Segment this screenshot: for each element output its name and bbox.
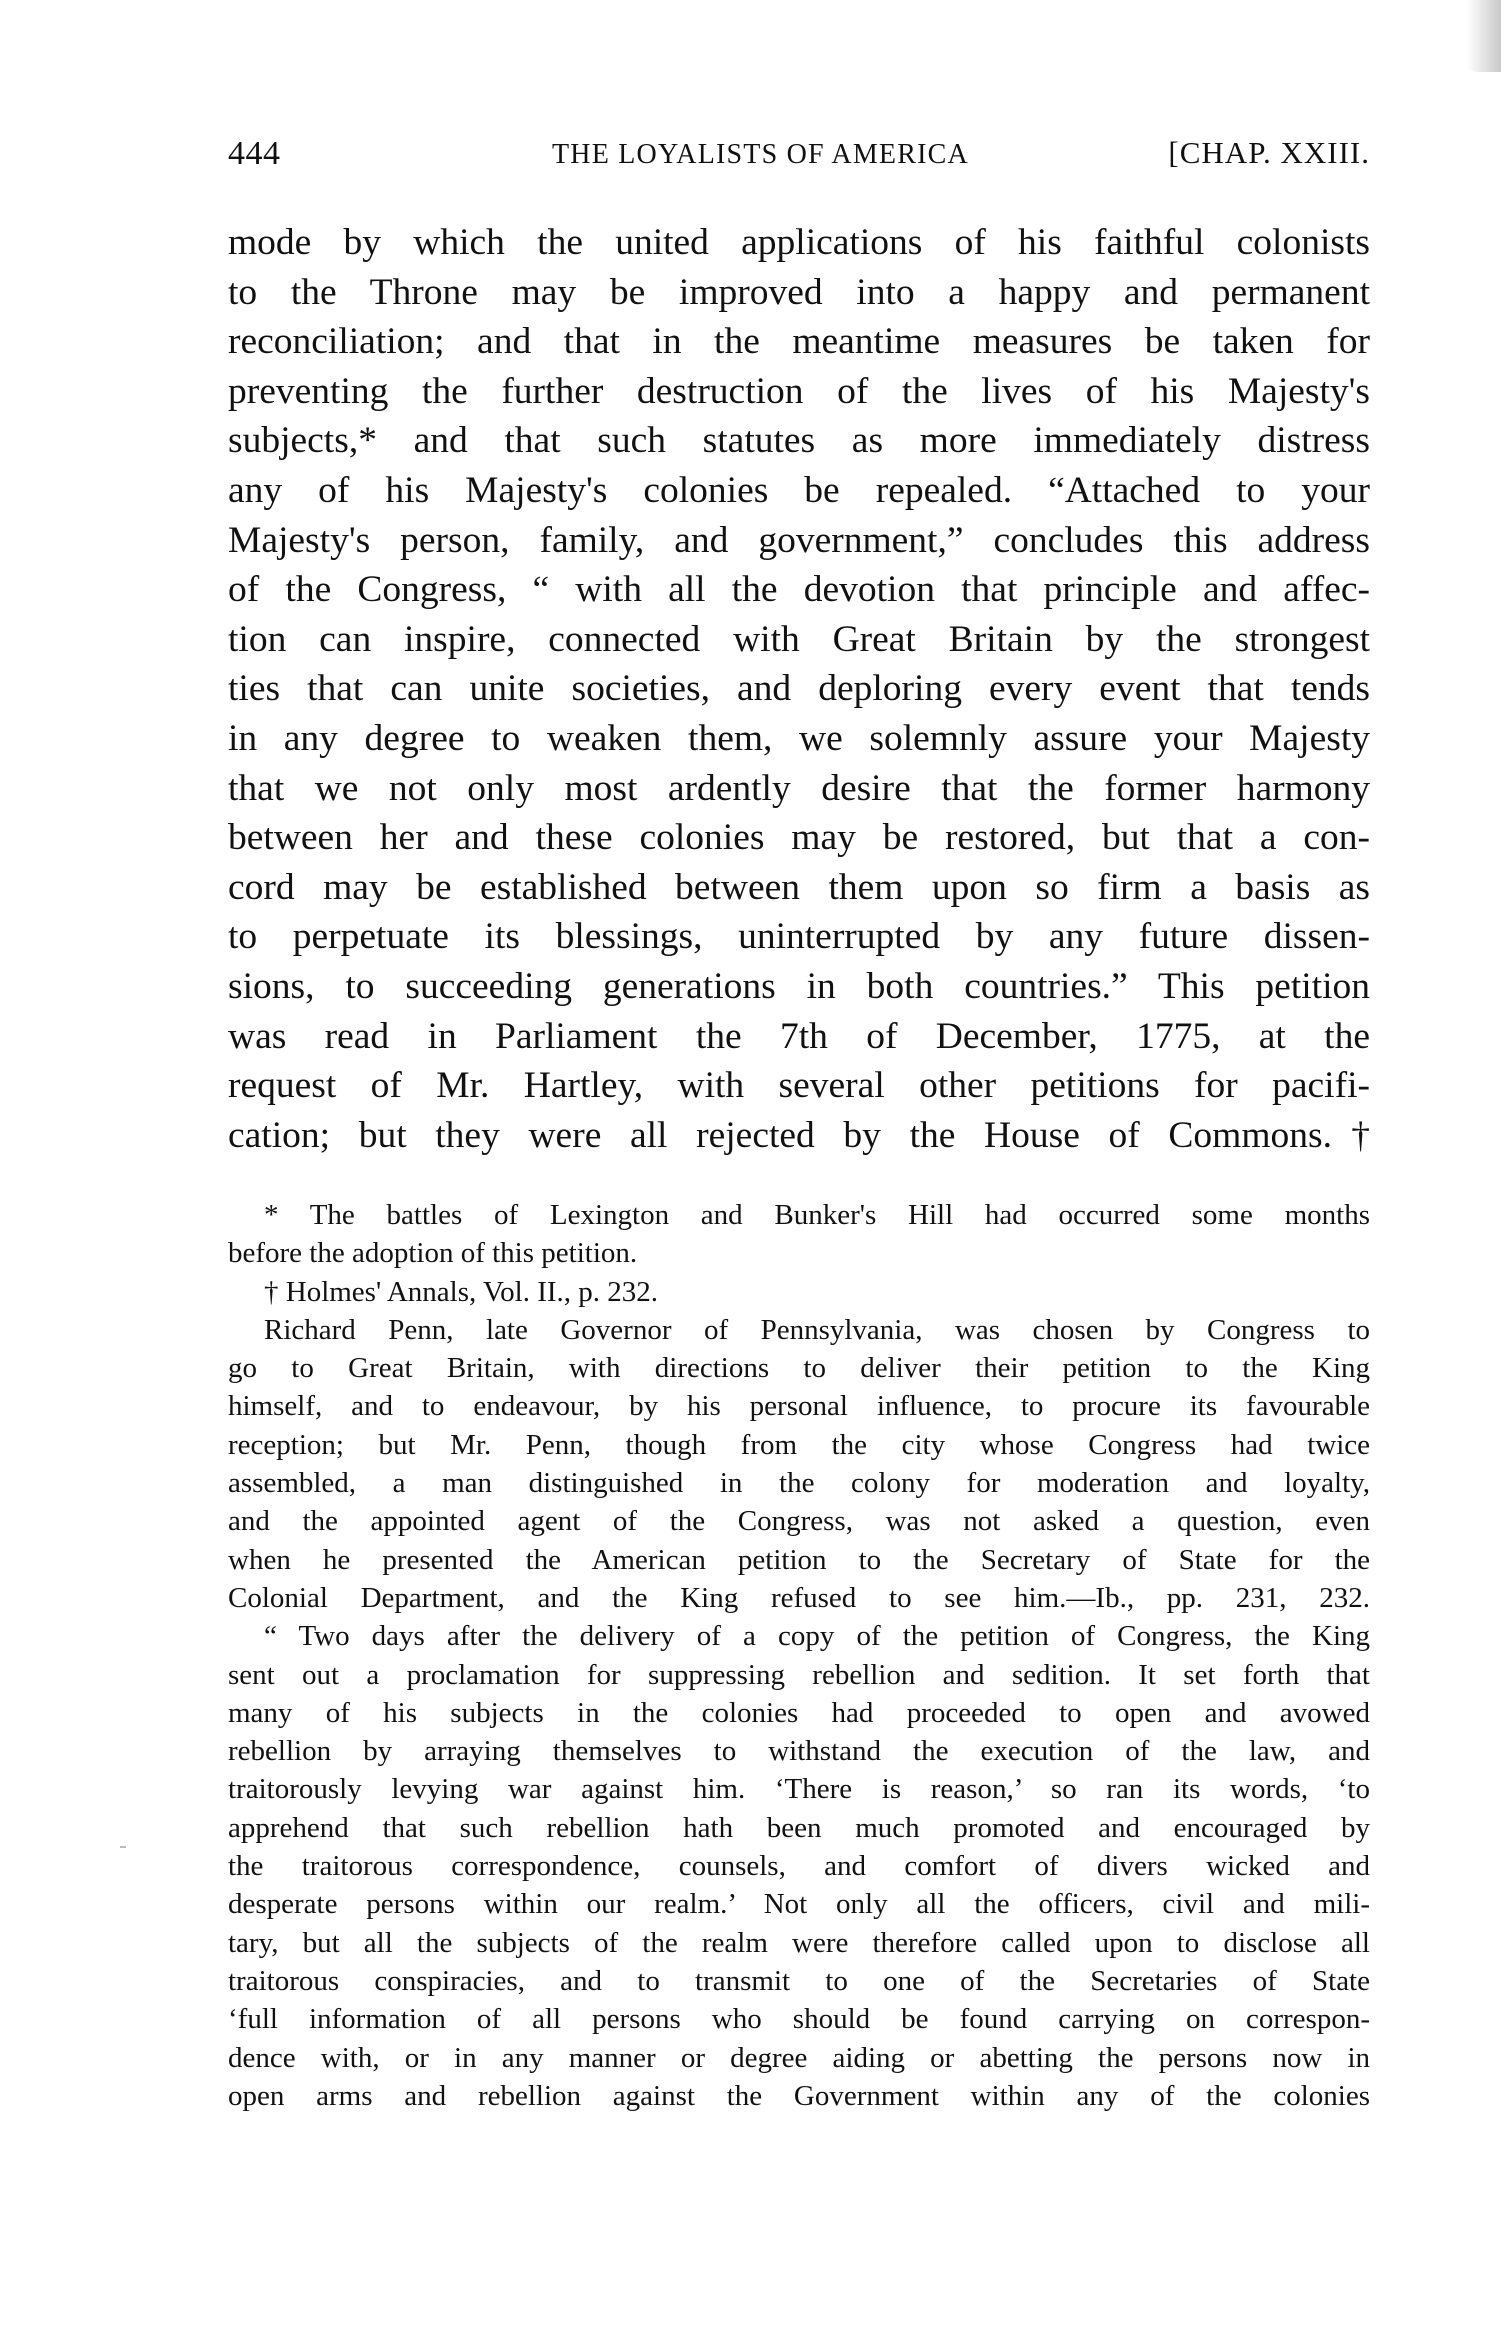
footnote-proclamation bbox=[228, 1617, 1370, 2115]
footnote-line: the traitorous correspondence, counsels, and comfort of divers wicked and bbox=[228, 1850, 1370, 1883]
footnote-line: tary, but all the subjects of the realm were therefore called upon to disclose all bbox=[228, 1926, 1370, 1959]
footnote-penn bbox=[228, 1311, 1370, 1617]
body-line: subjects,* and that such statutes as more immediately distress bbox=[228, 420, 1370, 462]
body-line: to the Throne may be improved into a happy and permanent bbox=[228, 271, 1370, 313]
footnote-line: traitorously levying war against him. ‘There is reason,’ so ran its words, ‘to bbox=[228, 1773, 1370, 1806]
footnotes bbox=[228, 1196, 1370, 2115]
body-line: that we not only most ardently desire that the former harmony bbox=[228, 767, 1370, 809]
scan-edge-shadow bbox=[1467, 0, 1501, 72]
footnote-line: dence with, or in any manner or degree aiding or abetting the persons now in bbox=[228, 2041, 1370, 2074]
footnote-line: * The battles of Lexington and Bunker's Hill had occurred some months bbox=[264, 1199, 1370, 1231]
footnote-battles bbox=[228, 1196, 1370, 1273]
body-line: reconciliation; and that in the meantime measures be taken for bbox=[228, 321, 1370, 363]
footnote-line: apprehend that such rebellion hath been much promoted and encouraged by bbox=[228, 1811, 1370, 1844]
footnote-line: go to Great Britain, with directions to deliver their petition to the King bbox=[228, 1352, 1370, 1385]
footnote-line: himself, and to endeavour, by his personal influence, to procure its favourable bbox=[228, 1390, 1370, 1423]
chapter-reference: [CHAP. XXIII. bbox=[1168, 135, 1370, 170]
footnote-holmes bbox=[228, 1273, 1370, 1311]
footnote-line: desperate persons within our realm.’ Not only all the officers, civil and mili- bbox=[228, 1888, 1370, 1921]
footnote-line: † Holmes' Annals, Vol. II., p. 232. bbox=[264, 1275, 659, 1308]
footnote-line: rebellion by arraying themselves to withstand the execution of the law, and bbox=[228, 1735, 1370, 1768]
body-line: ties that can unite societies, and deploring every event that tends bbox=[228, 668, 1370, 710]
body-line: mode by which the united applications of his faithful colonists bbox=[228, 222, 1370, 263]
footnote-line: reception; but Mr. Penn, though from the city whose Congress had twice bbox=[228, 1428, 1370, 1461]
running-title: THE LOYALISTS OF AMERICA bbox=[552, 139, 969, 170]
body-line: tion can inspire, connected with Great Britain by the strongest bbox=[228, 618, 1370, 660]
footnote-line: before the adoption of this petition. bbox=[228, 1237, 638, 1270]
main-text bbox=[228, 218, 1370, 1160]
body-line: was read in Parliament the 7th of December, 1775, at the bbox=[228, 1015, 1370, 1057]
body-line: request of Mr. Hartley, with several other petitions for pacifi- bbox=[228, 1065, 1370, 1107]
body-line: cation; but they were all rejected by the House of Commons.† bbox=[228, 1114, 1370, 1156]
footnote-line: assembled, a man distinguished in the colony for moderation and loyalty, bbox=[228, 1467, 1370, 1500]
body-line: in any degree to weaken them, we solemnly assure your Majesty bbox=[228, 717, 1370, 759]
body-line: between her and these colonies may be restored, but that a con- bbox=[228, 817, 1370, 859]
scan-speck bbox=[120, 1846, 126, 1848]
footnote-line: open arms and rebellion against the Government within any of the colonies bbox=[228, 2079, 1370, 2112]
footnote-line: many of his subjects in the colonies had proceeded to open and avowed bbox=[228, 1696, 1370, 1729]
footnote-line: Colonial Department, and the King refused to see him.—Ib., pp. 231, 232. bbox=[228, 1581, 1370, 1614]
page-header bbox=[228, 135, 1370, 183]
body-line: Majesty's person, family, and government,” concludes this address bbox=[228, 519, 1370, 561]
footnote-line: sent out a proclamation for suppressing rebellion and sedition. It set forth that bbox=[228, 1658, 1370, 1691]
footnote-line: Richard Penn, late Governor of Pennsylvania, was chosen by Congress to bbox=[264, 1313, 1370, 1346]
footnote-line: traitorous conspiracies, and to transmit to one of the Secretaries of State bbox=[228, 1964, 1370, 1997]
footnote-line: when he presented the American petition to the Secretary of State for the bbox=[228, 1543, 1370, 1576]
body-line: sions, to succeeding generations in both countries.” This petition bbox=[228, 965, 1370, 1007]
body-line: any of his Majesty's colonies be repealed. “Attached to your bbox=[228, 469, 1370, 511]
body-line: to perpetuate its blessings, uninterrupted by any future dissen- bbox=[228, 916, 1370, 958]
body-line: preventing the further destruction of the lives of his Majesty's bbox=[228, 370, 1370, 412]
page-number: 444 bbox=[228, 135, 281, 172]
footnote-line: and the appointed agent of the Congress, was not asked a question, even bbox=[228, 1505, 1370, 1538]
footnote-line: ‘full information of all persons who should be found carrying on correspon- bbox=[228, 2003, 1370, 2036]
body-line: of the Congress, “ with all the devotion that principle and affec- bbox=[228, 569, 1370, 611]
footnote-line: “ Two days after the delivery of a copy of the petition of Congress, the King bbox=[264, 1620, 1370, 1653]
body-line: cord may be established between them upon so firm a basis as bbox=[228, 866, 1370, 908]
